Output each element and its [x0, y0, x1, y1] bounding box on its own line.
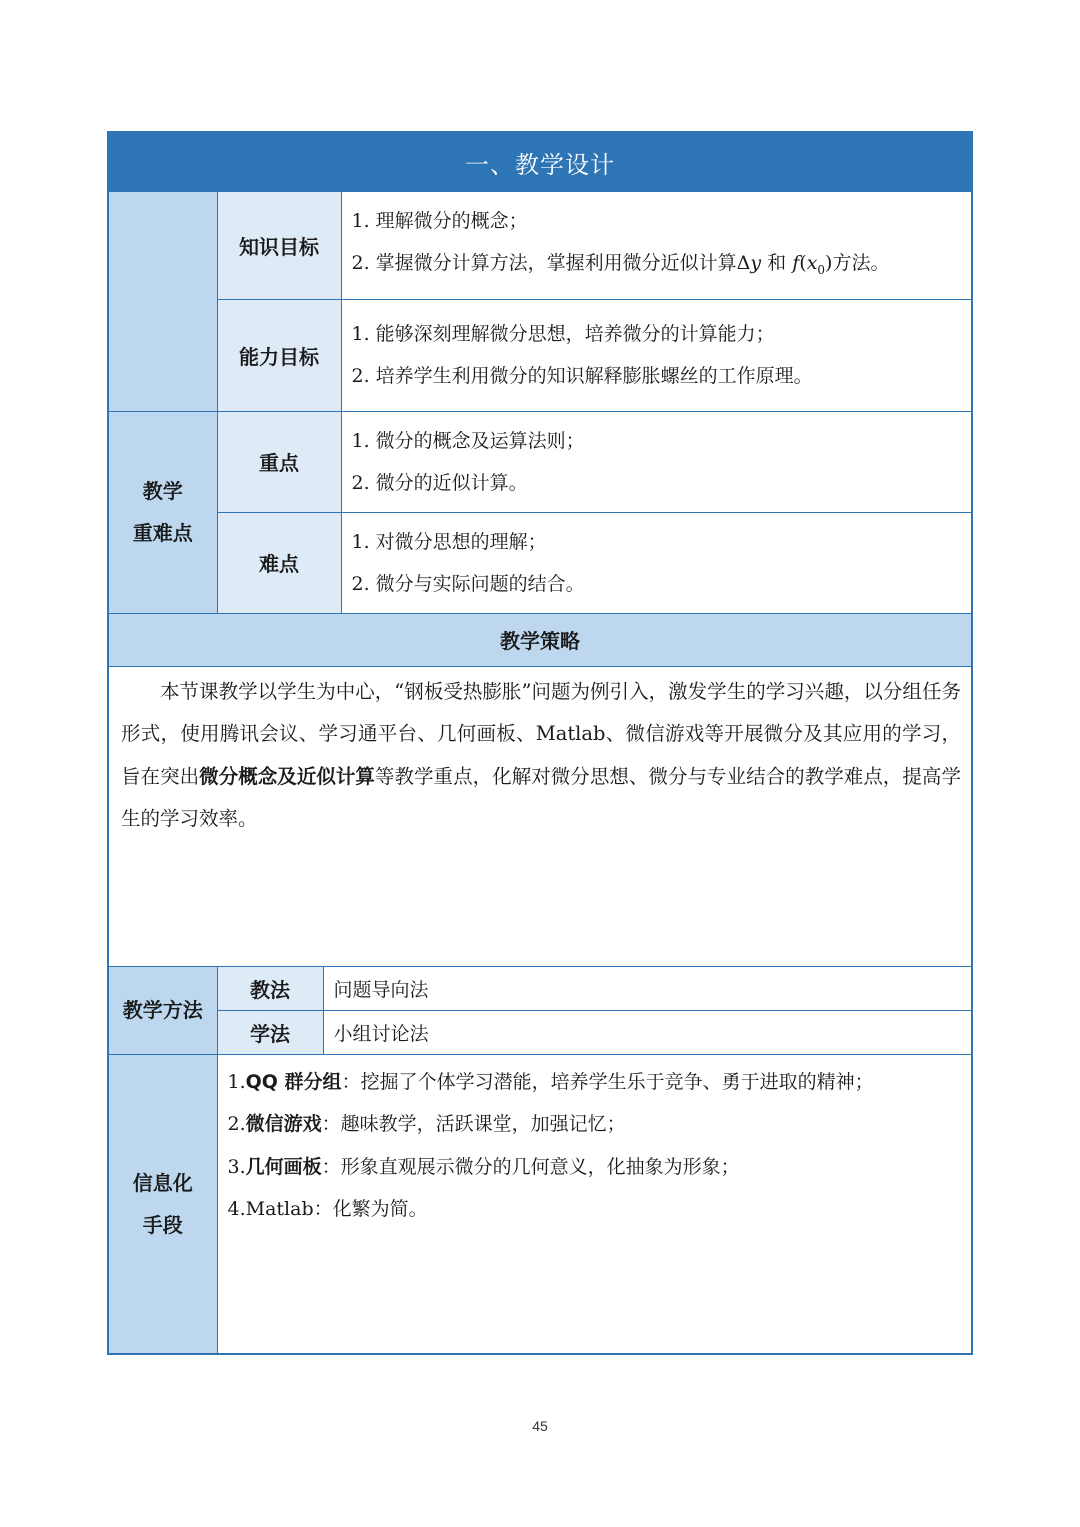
key-point-label: 重点 — [217, 411, 341, 512]
learning-approach-label: 学法 — [217, 1010, 323, 1054]
info-means-content — [217, 1054, 972, 1354]
ability-goal-line-2: 2. 培养学生利用微分的知识解释膨胀螺丝的工作原理。 — [351, 365, 813, 388]
key-point-line-1: 1. 微分的概念及运算法则； — [351, 429, 585, 452]
table-title: 一、教学设计 — [108, 132, 972, 192]
teaching-approach-label: 教法 — [217, 966, 323, 1010]
difficult-point-label: 难点 — [217, 512, 341, 613]
info-means-label: 信息化 手段 — [108, 1054, 217, 1354]
strategy-emphasis: 微分概念及近似计算 — [199, 764, 375, 788]
key-point-line-2: 2. 微分的近似计算。 — [351, 471, 528, 494]
key-difficult-label: 教学 重难点 — [108, 411, 217, 613]
info-item: 4.Matlab：化繁为简。 — [227, 1198, 428, 1221]
key-point-content — [341, 411, 972, 512]
page-number: 45 — [532, 1418, 548, 1434]
knowledge-goal-label: 知识目标 — [217, 192, 341, 300]
objectives-category-cell — [108, 192, 217, 412]
strategy-paragraph: 本节课教学以学生为中心，“钢板受热膨胀”问题为例引入，激发学生的学习兴趣，以分组任务形式，使用腾讯会议、学习通平台、几何画板、Matlab、微信游戏等开展微分及其应用的学习，旨在突出微分概念及近似计算等教学重点，化解对微分思想、微分与专业结合的教学难点，提高学生的学习效率。 — [121, 679, 961, 831]
ability-goal-label: 能力目标 — [217, 299, 341, 411]
difficult-point-content — [341, 512, 972, 613]
teaching-method-label: 教学方法 — [108, 966, 217, 1054]
info-item: 2.微信游戏：趣味教学，活跃课堂，加强记忆； — [227, 1113, 626, 1136]
difficult-point-line-2: 2. 微分与实际问题的结合。 — [351, 572, 585, 595]
ability-goal-content — [341, 299, 972, 411]
knowledge-goal-line-1: 1. 理解微分的概念； — [351, 210, 528, 232]
teaching-design-table — [107, 131, 973, 1355]
difficult-point-line-1: 1. 对微分思想的理解； — [351, 530, 547, 553]
strategy-heading: 教学策略 — [108, 613, 972, 666]
strategy-content — [108, 666, 972, 966]
ability-goal-line-1: 1. 能够深刻理解微分思想，培养微分的计算能力； — [351, 323, 775, 346]
teaching-design-sheet — [107, 131, 973, 1355]
knowledge-goal-content — [341, 192, 972, 300]
teaching-approach-value: 问题导向法 — [323, 966, 972, 1010]
knowledge-goal-line-2: 2. 掌握微分计算方法，掌握利用微分近似计算Δy 和 $f(x_0)$方法。 — [351, 252, 890, 277]
info-item: 3.几何画板：形象直观展示微分的几何意义，化抽象为形象； — [227, 1155, 740, 1178]
info-item: 1.QQ 群分组：挖掘了个体学习潜能，培养学生乐于竞争、勇于进取的精神； — [227, 1070, 874, 1093]
learning-approach-value: 小组讨论法 — [323, 1010, 972, 1054]
